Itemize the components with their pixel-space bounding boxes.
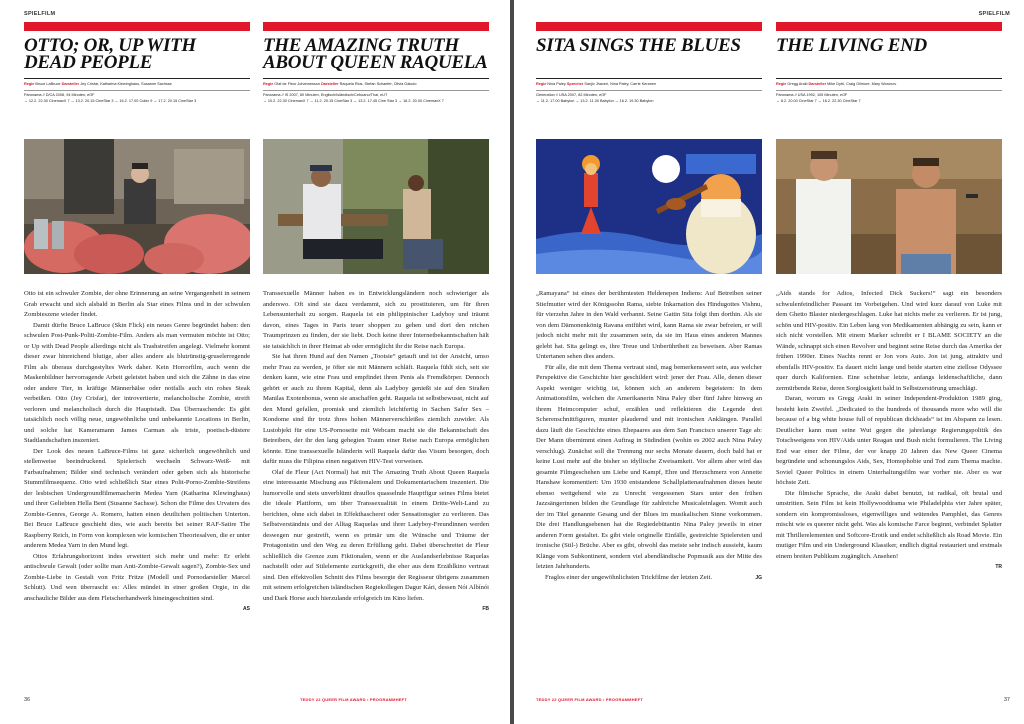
right-page: [514, 0, 1024, 724]
paragraph: Transsexuelle Männer haben es in Entwicklungsländern noch schwieriger als anderswo. Oft sind sie dazu verdammt, sich zu prostituieren, um für ihren Lebensunterhalt zu sorgen. Raquela ist ein philippinischer Ladyboy und träumt davon, eines Tages in Paris teuer shoppen zu gehen und dort den reichen Traumprinzen zu finden, der sie liebt. Doch keine ihrer Internetbekanntschaften hält sie tatsächlich in ihrer Heimat ab oder ermöglicht ihr die Reise nach Europa.: [263, 290, 489, 350]
paragraph: [536, 573, 762, 584]
director: Bruce LaBruce: [35, 82, 61, 86]
paragraph: Für alle, die mit dem Thema vertraut sind, mag bemerkenswert sein, aus welcher Perspektive die Geschichte hier geschildert wird: jener der Frau. Alle, denen dieser Aspekt weniger wichtig ist, können sich an anderem begeistern: In dem Animationsfilm, welchen die Amerikanerin Nina Paley über fünf Jahre hinweg an ihrem Heimcomputer schuf, erzählen und reflektieren die Legende drei Scherenschnittfiguren, munter plaudernd und mit ironischen Anklängen. Parallel dazu läuft die Geschichte eines Ehepaares aus dem San Francisco unserer Tage ab: Der Mann übernimmt einen Auftrag in Südindien (wohin es 2002 auch Nina Paley verschlug). Zunächst soll die Trennung nur sechs Monate dauern, doch bald hat er keine Lust mehr auf die bisher so idyllische Zweisamkeit. Vor allem aber wird das gesamte Filmgeschehen um Liebe und Kampf, Ehre und Herzschmerz von Annette Hanshaw kommentiert: Um 1930 entstandene Schallplattenaufnahmen dieses heute ebenso weitgehend wie zu Unrecht vergessenen Stars unter den frühen Jazzsängerinnen bilden die Grundlage für zahlreiche Musicaleinlagen. Womit auch der im Titel genannte Gesang und der Blues im musikalischen Sinne vorkommen. Die drei Handlungsebenen hat die Regiedebütantin Nina Paley jeweils in einer anderen Form gestaltet. Es gibt viele originelle Einfälle, gestreichte Spielereien und ironische (Stil-) Brüche. Aber es gibt, obwohl das meiste sehr indisch aussieht, kaum Klänge vom Subkontinent, sondern viel abendländische Popmusik aus der Mitte des letzten Jahrhunderts.: [536, 363, 762, 570]
red-title-bar: [536, 22, 762, 31]
red-title-bar: [776, 22, 1002, 31]
section-tag: SPIELFILM: [24, 11, 56, 17]
film-still: [263, 139, 489, 274]
paragraph: Daran, worum es Gregg Araki in seiner Independent-Produktion 1989 ging, besteht kein Zweifel. „Dedicated to the hundreds of thousands more who will die because of a big white house full of republican dickheads“ ist im Abspann zu lesen. Deutlicher kann man seine Wut gegen die jahrelange Regierungspolitik des Totschweigens von HIV/Aids unter Reagan und Bush nicht formulieren. The Living End war einer der Filme, der vor knapp 20 Jahren das New Queer Cinema begründete und schonungslos Aids, Sex, Homophobie und Tod zum Thema machte. Soviel Queer Politics in einem Unterhaltungsfilm war vorher nie. Aber es war höchste Zeit.: [776, 395, 1002, 486]
cast: Jey Crisfar, Katharina Klewinghaus, Susanne Sachsse: [80, 82, 172, 86]
paragraph: Der Look des neuen LaBruce-Films ist ganz sicherlich ungewöhnlich und stellenweise beeindruckend. Spielerisch wechseln Schwarz-Weiß- mit Farbaufnahmen; Bilder sind technisch verändert oder geben sich als historische Stummfilmsequenz. Otto wird schließlich Star eines Polit-Porno-Zombie-Streifens der lesbischen Undergroundfilmemacherin Medea Yarn (Katharina Klewinghaus) und ihrer Geliebten Hella Bent (Susanne Sachsse). Schon die Filme des Urvaters des Zombie-Genres, George A. Romero, hatten einen deutlichen politischen Unterton. Bei Bruce LaBruce geschieht dies, wie auch bereits bei seiner RAF-Satire The Raspberry Reich, in Form von komplexen wie komischen Theoriesalven, die er unter anderem Medea Yarn in den Mund legt.: [24, 447, 250, 549]
film-screenings: → 8.2. 20.00 CineStar 7 → 16.2. 22.30 CineStar 7: [776, 99, 861, 103]
paragraph: „Ramayana“ ist eines der berühmtesten Heldenepen Indiens: Auf Betreiben seiner Stiefmutter wird der Königssohn Rama, siebte Inkarnation des Hindugottes Vishnu, für vierzehn Jahre in den Wald verbannt. Seine Gattin Sita folgt ihm dorthin. Als sie von dem Dämonenkönig Ravana entführt wird, kann Rama sie zwar befreien, er will jedoch nicht mehr mit ihr zusammen sein, da sie im Haus eines anderen Mannes gelebt hat. Sita gelingt es, ihre Treue und Unberührtheit zu beweisen. Aber Ramas Untertanen sehen dies anders.: [536, 290, 762, 360]
film-credits: [536, 81, 762, 88]
author-signature: JG: [755, 574, 762, 581]
film-title: THE AMAZING TRUTH ABOUT QUEEN RAQUELA: [263, 35, 488, 73]
film-still: [776, 139, 1002, 274]
cast-label: Darsteller: [61, 82, 80, 86]
red-title-bar: [24, 22, 250, 31]
cast-label: Sprecher: [566, 82, 584, 86]
paragraph: Damit dürfte Bruce LaBruce (Skin Flick) ein neues Genre begründet haben: den schwulen Post-Punk-Politi-Zombie-Film. Anders als man vermuten möchte ist Otto; or Up with Dead People allerdings nicht als Trashstreifen angelegt. Vielmehr kommt dieser zwar hinreichend blutige, aber alles andere als blutrünstig-gruselerregende Film als überaus durchgestyltes Werk daher. Kein Horrorfilm, auch wenn die Maskenbildner hervorragende Arbeit geleistet haben und sich die Zähne in das eine oder andere Tier, in kräftige Männerhälse oder notfalls auch ein rohes Steak verbeißen. Otto (Jey Crisfar), der introvertierte, melancholische Zombie, streift verloren und melancholisch durch die Hauptstadt. Das Überraschende: Es gibt tatsächlich noch völlig neue, ungewöhnliche und unbekannte Locations in Berlin, und solche hat Kameramann James Carman als triste, poetisch-düstere Stadtlandschaften inszeniert.: [24, 321, 250, 444]
film-credits: [263, 81, 489, 88]
film-credits: [24, 81, 250, 88]
film-credits: [776, 81, 1002, 88]
director-label: Regie: [24, 82, 35, 86]
author-signature: FB: [482, 606, 489, 612]
rule: [776, 78, 1002, 79]
cast: Raquela Rios, Stefan Schaefer, Olivia Galudo: [339, 82, 417, 86]
paragraph: Sie hat ihren Hund auf den Namen „Tootsie“ getauft und ist der Ansicht, umso mehr Frau zu werden, je öfter sie mit Männern schläft. Raquela fühlt sich, seit sie denken kann, wie eine Frau und empfindet ihren Penis als Fremdkörper. Dennoch gehört er auch zu ihrem Kapital, denn als Ladyboy genießt sie auf den Straßen Manilas Exotenbonus, wenn sie anschaffen geht. Raquela ist selbstbewusst, nicht auf den Mund gefallen, promisk und ziemlich leichtfertig in Sachen Safer Sex – Kondome sind ihr trotz ihres hohen Männerverschleißes ziemlich zuwider. Als Lustobjekt für eine US-Pornoseite mit Webcam macht sie die Bekanntschaft des Betreibers, der ihr den lang gehegten Traum einer Reise nach Europa ermöglichen könnte. Eine transsexuelle Isländerin will Raquela dafür das Visum besorgen, doch dafür muss die Filipina einen negativen HIV-Test vorweisen.: [263, 353, 489, 465]
film-still: [24, 139, 250, 274]
rule: [24, 78, 250, 79]
author-signature: AS: [243, 606, 250, 612]
article-body: [536, 289, 762, 669]
rule: [776, 90, 1002, 91]
red-title-bar: [263, 22, 489, 31]
director-label: Regie: [776, 82, 787, 86]
paragraph: „Aids stands for Adios, Infected Dick Suckers!“ sagt ein besonders schwulenfeindlicher Passant im Vorbeigehen. Und wird kurz darauf von Luke mit dem Ghetto Blaster niedergeschlagen. Luke hat nichts mehr zu verlieren. Er ist jung, schön und HIV-positiv. Ein Leben lang von Medikamenten abhängig zu sein, kann er sich nicht vorstellen. Mit einem Marker schreibt er I BLAME SOCIETY an die Wände, schnappt sich einen Revolver und beginnt seine Reise durch das Amerika der frühen 1990er. Eines Nachts rennt er Jon vors Auto. Jon ist jung, attraktiv und ebenfalls HIV-positiv. Es dauert nicht lange und beide starten eine ziellose Odyssee quer durch Kalifornien. Eine scheinbar letzte, anfangs leidenschaftliche, dann zermürbende Reise, deren Sorglosigkeit bald in Selbstzerstörung umschlägt.: [776, 290, 1002, 392]
film-column-raquela: [263, 0, 489, 724]
paragraph: Ottos Erfahrungshorizont indes erweitert sich mehr und mehr: Er erlebt antischwule Gewalt (oder sollte man Anti-Zombie-Gewalt sagen?), Zombie-Sex und Zombie-Liebe in Gestalt von Fritz Fritze (Modell und Pornodarsteller Marcel Schlutt). Und wen überrascht es: Alles mündet in einer großen Orgie, in die anschauliche Bilder aus dem Fleischerhandwerk hineingeschnitten sind.: [24, 552, 250, 602]
director: Nina Paley: [547, 82, 566, 86]
article-body: [263, 289, 489, 669]
film-info: Generation // USA 2007, 82 Minuten, eOF: [536, 93, 607, 97]
cast-label: Darsteller: [321, 82, 339, 86]
cast: Mike Dytri, Craig Gilmore, Mary Woronov: [827, 82, 897, 86]
paragraph: Olaf de Fleur (Act Normal) hat mit The Amazing Truth About Queen Raquela eine interessante Mischung aus Fiktionalem und Dokumentarischem inszeniert. Die humorvolle und stets unverblümt drauflos quasselnde Hauptfigur seines Films bietet die ideale Plattform, um über Transsexualität in einem Dritte-Welt-Land zu berichten, ohne sich dabei in Effekthascherei oder Sensationsgier zu verlieren. Das Selbstverständnis und der Alltag Raquelas und ihrer Ladyboy-Freundinnen werden deswegen nur gestreift, wenn es primär um die Wünsche und Träume der Protagonistin und den Weg zu deren Erfüllung geht. Dabei überschreitet de Fleur schließlich die Grenze zum Fiktionalen, wenn er die Auslandserlebnisse Raquelas nachstellt oder auf Stilelemente zurückgreift, die eher aus dem Erzählkino vertraut sind. Den effektvollen Schnitt des Films besorgte der Regisseur übrigens zusammen mit seinem erfolgreichen isländischen Regiekollegen Dagur Kári, dessen Nói Albínói und Dark Horse auch hierzulande erfolgreich im Kino liefen.: [263, 468, 489, 602]
rule: [263, 90, 489, 91]
rule: [263, 78, 489, 79]
article-body: [776, 289, 1002, 669]
section-tag: SPIELFILM: [978, 11, 1010, 17]
film-column-sita: [536, 0, 762, 724]
director: Gregg Araki: [787, 82, 808, 86]
rule: [536, 78, 762, 79]
rule: [536, 90, 762, 91]
footer-publication: TEDDY 22 QUEER FILM AWARD • PROGRAMMHEFT: [536, 697, 643, 702]
director: Olaf de Fleur Johannesson: [274, 82, 320, 86]
article-body: [24, 289, 250, 669]
footer-publication: TEDDY 22 QUEER FILM AWARD • PROGRAMMHEFT: [300, 697, 407, 702]
film-column-living-end: [776, 0, 1002, 724]
director-label: Regie: [536, 82, 547, 86]
paragraph-text: Fraglos einer der ungewöhnlichsten Trickfilme der letzten Zeit.: [545, 573, 712, 581]
author-signature: TR: [995, 564, 1002, 570]
rule: [24, 90, 250, 91]
film-title: SITA SINGS THE BLUES: [536, 35, 741, 56]
paragraph: Otto ist ein schwuler Zombie, der ohne Erinnerung an seine Vergangenheit in seinem Grab erwacht und sich alsbald in Berlin als Star eines Films und in der schwulen Zombieszene wieder findet.: [24, 290, 250, 318]
film-screenings: → 12.2. 22.30 CinemaxX 7 → 13.2. 20.15 CineStar 3 → 16.2. 17.00 Cubix 9 → 17.2. 20.15 CineStar 3: [24, 99, 197, 103]
film-title: OTTO; OR, UP WITH DEAD PEOPLE: [24, 35, 196, 73]
film-screenings: → 10.2. 22.30 CinemaxX 7 → 11.2. 20.15 CineStar 3 → 13.2. 17.45 Cine Star 3 → 16.2. 20.00 CinemaxX 7: [263, 99, 444, 103]
left-page: [0, 0, 510, 724]
film-still: [536, 139, 762, 274]
film-column-otto: [24, 0, 250, 724]
director-label: Regie: [263, 82, 274, 86]
paragraph: Die filmische Sprache, die Araki dabei benutzt, ist radikal, oft brutal und umstritten. Sein Film ist kein Hollywooddrama wie Philadelphia vier Jahre später, sondern ein kompromissloses, eigenwilliges und wütendes Pamphlet, das Genres mischt wie es queerer nicht geht. Was als komische Farce beginnt, verbindet Splatter mit Thrillerelementen und Softcore-Erotik und endet schließlich als Road Movie. Ein mutiger Film und ein Underground Klassiker, endlich digital restauriert und erstmals einem breiten Publikum zugänglich. Ansehen!: [776, 489, 1002, 560]
film-info: Panorama // IS 2007, 80 Minuten, Englisch/Isländisch/Cebuano/Thai, eUT: [263, 93, 388, 97]
page-number: 37: [1003, 697, 1010, 703]
film-info: Panorama // D/CA 2008, 94 Minuten, eOF: [24, 93, 95, 97]
page-number: 36: [24, 697, 31, 703]
film-title: THE LIVING END: [776, 35, 927, 56]
film-screenings: → 11.2. 17.00 Babylon → 13.2. 11.30 Babylon → 16.2. 19.30 Babylon: [536, 99, 654, 103]
cast: Sanjiv Jhaveri, Nina Paley, Carrie Keranen: [584, 82, 657, 86]
cast-label: Darsteller: [808, 82, 827, 86]
film-info: Panorama // USA 1992, 105 Minuten, eOF: [776, 93, 848, 97]
